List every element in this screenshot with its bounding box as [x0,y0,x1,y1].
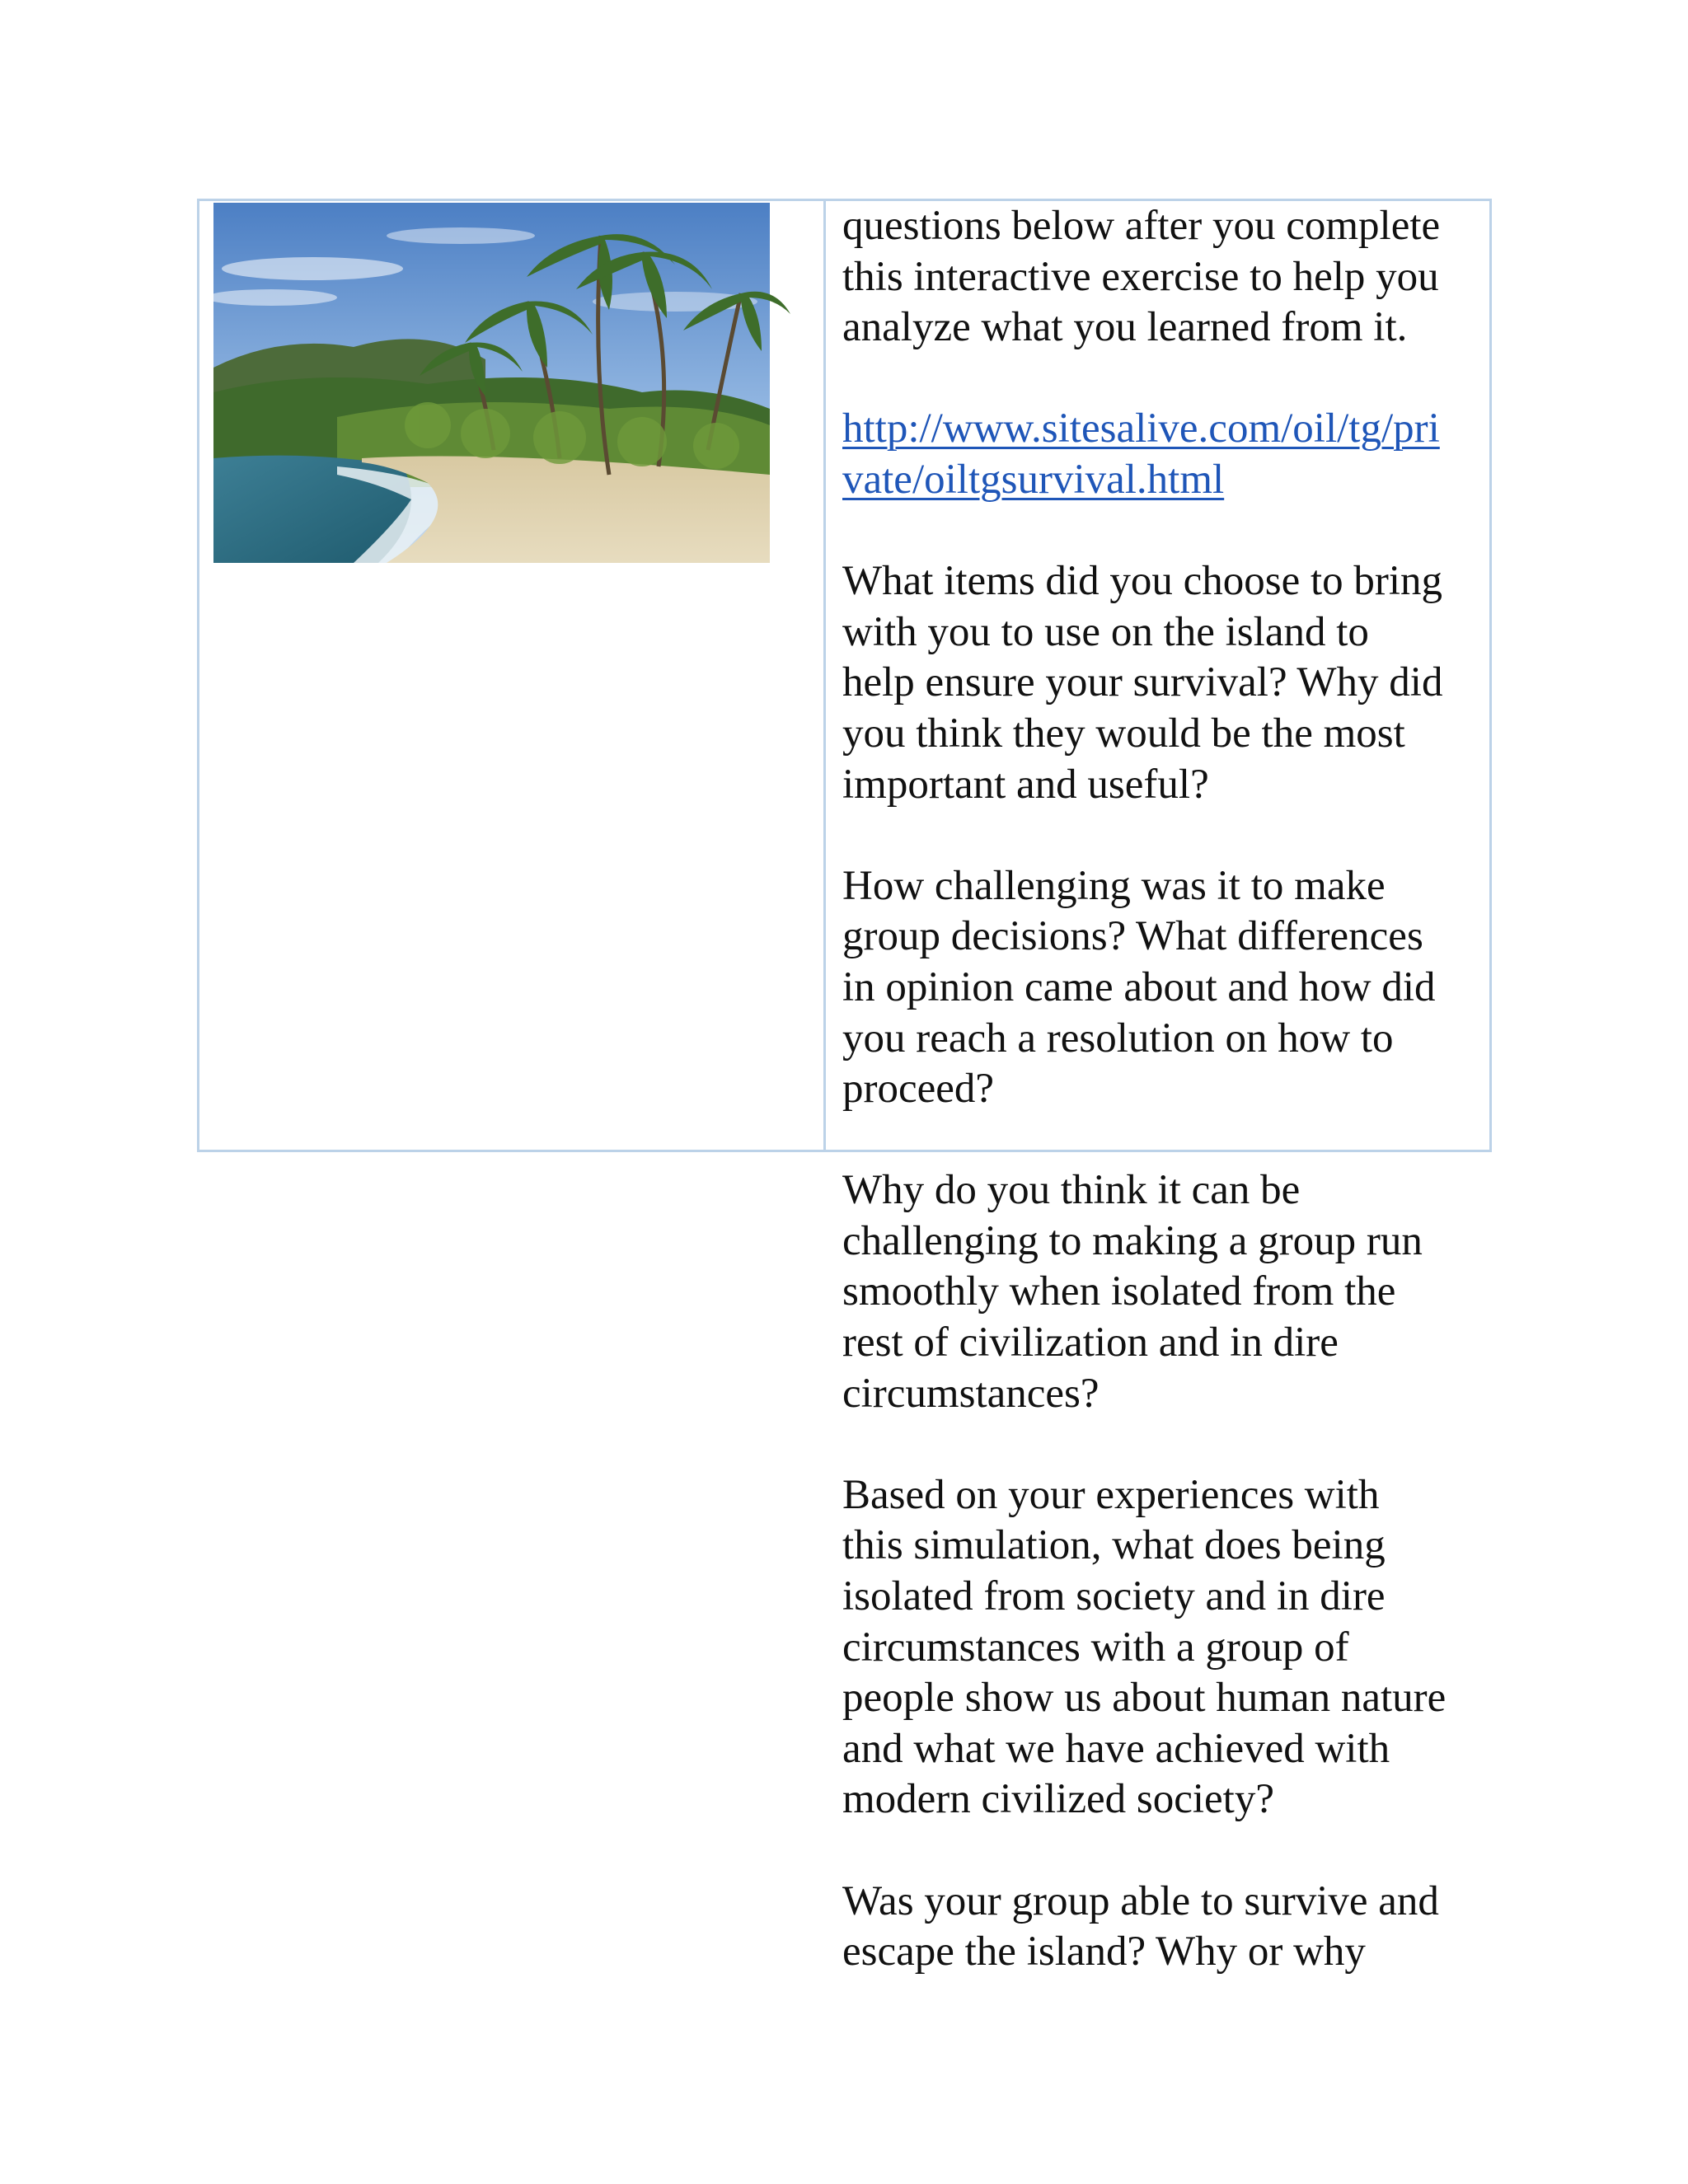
beach-photo-image [213,203,770,563]
link-paragraph [842,404,1469,505]
text-line: Why do you think it can be [842,1167,1301,1214]
text-line: smoothly when isolated from the [842,1268,1396,1315]
text-line: with you to use on the island to [842,608,1369,655]
text-line: questions below after you complete [842,203,1441,249]
image-cell [199,201,826,1150]
text-line: isolated from society and in dire [842,1573,1386,1620]
question-text [842,201,1469,2028]
question-survival [842,1877,1469,1978]
question-items [842,556,1469,810]
text-line: How challenging was it to make [842,862,1386,909]
text-line: Based on your experiences with [842,1471,1380,1518]
text-line: you think they would be the most [842,710,1405,757]
survival-link[interactable]: vate/oiltgsurvival.html [842,456,1225,503]
text-line: important and useful? [842,761,1209,808]
text-line: this interactive exercise to help you [842,253,1439,300]
survival-link[interactable]: http://www.sitesalive.com/oil/tg/pri [842,405,1440,452]
text-line: help ensure your survival? Why did [842,659,1443,706]
text-line: this simulation, what does being [842,1522,1386,1569]
question-group-decisions [842,861,1469,1115]
text-line: What items did you choose to bring [842,558,1443,605]
text-line: group decisions? What differences [842,913,1423,960]
text-line: escape the island? Why or why [842,1929,1366,1975]
text-cell [826,201,1489,1975]
text-line: you reach a resolution on how to [842,1015,1394,1062]
text-line: challenging to making a group run [842,1217,1423,1264]
text-line: circumstances with a group of [842,1624,1349,1671]
text-line: rest of civilization and in dire [842,1319,1339,1366]
text-line: modern civilized society? [842,1776,1274,1823]
question-challenges [842,1165,1469,1419]
text-line: circumstances? [842,1370,1100,1417]
text-line: proceed? [842,1066,995,1113]
text-line: and what we have achieved with [842,1725,1390,1772]
content-table [197,199,1492,1975]
text-line: analyze what you learned from it. [842,304,1408,351]
text-line: people show us about human nature [842,1675,1447,1722]
text-line: Was your group able to survive and [842,1877,1439,1924]
text-line: in opinion came about and how did [842,963,1436,1010]
question-human-nature [842,1470,1469,1825]
intro-paragraph [842,201,1469,354]
beach-photo [213,203,770,563]
